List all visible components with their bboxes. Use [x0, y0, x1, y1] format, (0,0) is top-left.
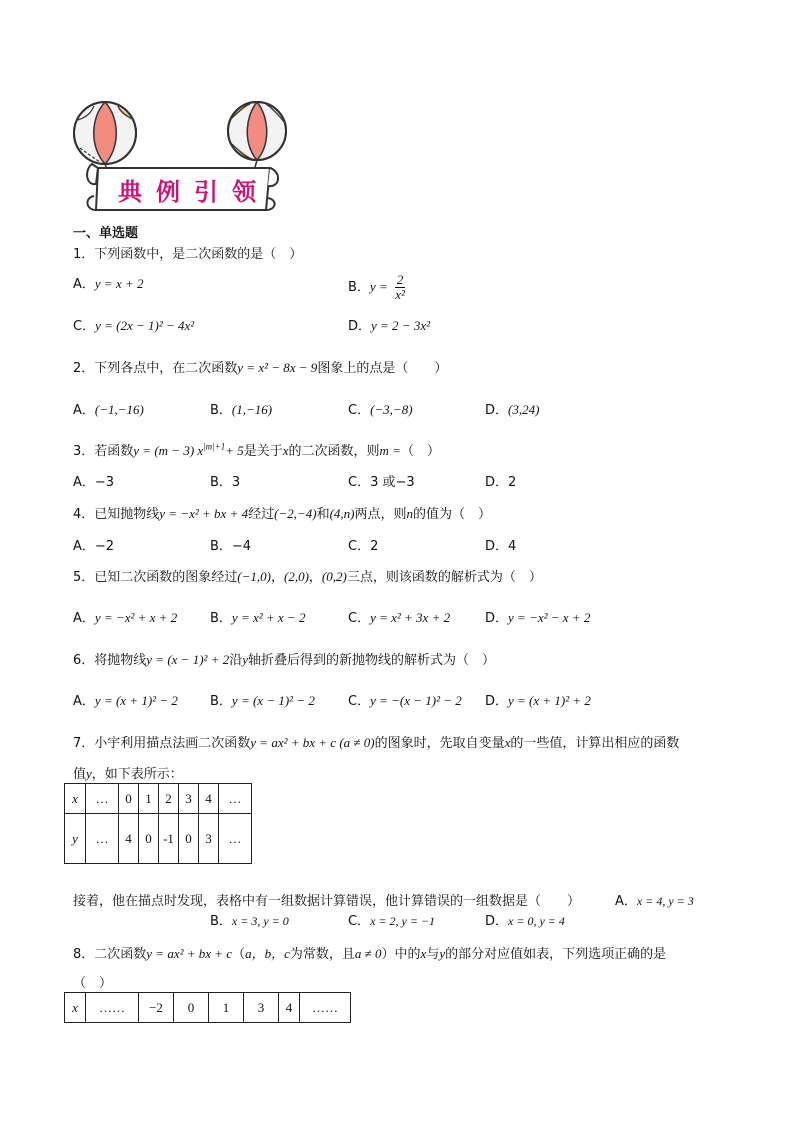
question-6-option-d: D．y = (x + 1)² + 2 [485, 693, 591, 709]
question-7-option-a: A．x = 4, y = 3 [615, 894, 694, 909]
table-cell: …… [86, 993, 139, 1023]
question-8-table [64, 992, 351, 1023]
question-1-option-a: A．y = x + 2 [73, 276, 144, 292]
table-cell: …… [300, 993, 351, 1023]
table-cell: 4 [279, 993, 300, 1023]
question-8-stem-line2: （ ） [73, 976, 113, 991]
section-heading: 一、单选题 [73, 226, 139, 241]
table-cell: x [65, 993, 86, 1023]
balloon-right-icon [228, 102, 286, 178]
question-2-stem: 2．下列各点中，在二次函数y = x² − 8x − 9图象上的点是（ ） [73, 360, 448, 376]
table-cell: … [219, 784, 252, 814]
table-row [65, 814, 252, 864]
question-1-option-b: B．y = $\frac{2}{\text{x²}}$ [348, 272, 405, 302]
question-1-stem: 1．下列函数中，是二次函数的是（ ） [73, 247, 303, 262]
question-7-stem: 7．小宇利用描点法画二次函数y = ax² + bx + c (a ≠ 0)的图象时，先取自变量x的一些值，计算出相应的函数 [73, 735, 680, 751]
question-2-option-c: C．(−3,−8) [348, 402, 413, 418]
table-cell: … [86, 784, 119, 814]
question-2-option-b: B．(1,−16) [210, 402, 273, 418]
table-cell: 4 [199, 784, 219, 814]
question-7-stem-line2: 值y，如下表所示： [73, 766, 183, 782]
table-cell: … [86, 814, 119, 864]
question-4-option-b: B．−4 [210, 539, 252, 554]
table-cell: 3 [199, 814, 219, 864]
fraction-denominator: x² [395, 287, 405, 302]
question-5-option-b: B．y = x² + x − 2 [210, 610, 306, 626]
table-cell: −2 [139, 993, 174, 1023]
question-7-option-c: C．x = 2, y = −1 [348, 914, 436, 929]
question-6-option-b: B．y = (x − 1)² − 2 [210, 693, 315, 709]
table-cell: -1 [159, 814, 179, 864]
question-6-stem: 6．将抛物线y = (x − 1)² + 2沿y轴折叠后得到的新抛物线的解析式为（ ） [73, 652, 496, 668]
question-3-option-c: C．3 或−3 [348, 475, 415, 490]
table-cell: 4 [119, 814, 139, 864]
question-3-option-a: A．−3 [73, 475, 115, 490]
question-5-option-c: C．y = x² + 3x + 2 [348, 610, 451, 626]
table-cell: … [219, 814, 252, 864]
question-5-stem: 5．已知二次函数的图象经过(−1,0)，(2,0)，(0,2)三点，则该函数的解析式为（ ） [73, 569, 542, 585]
table-cell: 2 [159, 784, 179, 814]
table-row [65, 784, 252, 814]
table-cell: 0 [139, 814, 159, 864]
table-cell: 0 [179, 814, 199, 864]
table-cell: 1 [209, 993, 244, 1023]
question-4-stem: 4．已知抛物线y = −x² + bx + 4经过(−2,−4)和(4,n)两点，则n的值为（ ） [73, 506, 492, 522]
question-3-stem: 3．若函数y = (m − 3) $x^{|m|+1}+ 5$是关于x的二次函数，则m =（ ） [73, 441, 440, 459]
question-5-option-a: A．y = −x² + x + 2 [73, 610, 178, 626]
question-2-option-a: A．(−1,−16) [73, 402, 144, 418]
balloon-left-icon [74, 102, 136, 178]
banner-title: 典例引领 [118, 177, 270, 206]
question-6-option-c: C．y = −(x − 1)² − 2 [348, 693, 462, 709]
question-1-option-c: C．y = (2x − 1)² − 4x² [73, 318, 195, 334]
question-3-option-b: B．3 [210, 475, 241, 490]
table-cell: x [65, 784, 86, 814]
question-4-option-d: D．4 [485, 539, 517, 554]
question-3-option-d: D．2 [485, 475, 517, 490]
question-8-stem: 8．二次函数y = ax² + bx + c（a，b，c为常数，且a ≠ 0）中的x与y的部分对应值如表，下列选项正确的是 [73, 946, 667, 962]
question-2-option-d: D．(3,24) [485, 402, 540, 418]
table-cell: 3 [244, 993, 279, 1023]
table-cell: 0 [119, 784, 139, 814]
question-7-table [64, 783, 252, 864]
fraction-numerator: 2 [396, 272, 404, 287]
question-5-option-d: D．y = −x² − x + 2 [485, 610, 591, 626]
table-cell: 3 [179, 784, 199, 814]
question-1-option-d: D．y = 2 − 3x² [348, 318, 430, 334]
table-cell: 0 [174, 993, 209, 1023]
question-6-option-a: A．y = (x + 1)² − 2 [73, 693, 178, 709]
table-cell: 1 [139, 784, 159, 814]
question-7-option-b: B．x = 3, y = 0 [210, 914, 289, 929]
question-7-follow-text: 接着，他在描点时发现，表格中有一组数据计算错误，他计算错误的一组数据是（ ） [73, 894, 581, 909]
question-7-option-d: D．x = 0, y = 4 [485, 914, 565, 929]
question-4-option-c: C．2 [348, 539, 379, 554]
table-cell: y [65, 814, 86, 864]
table-row [65, 993, 351, 1023]
question-4-option-a: A．−2 [73, 539, 115, 554]
